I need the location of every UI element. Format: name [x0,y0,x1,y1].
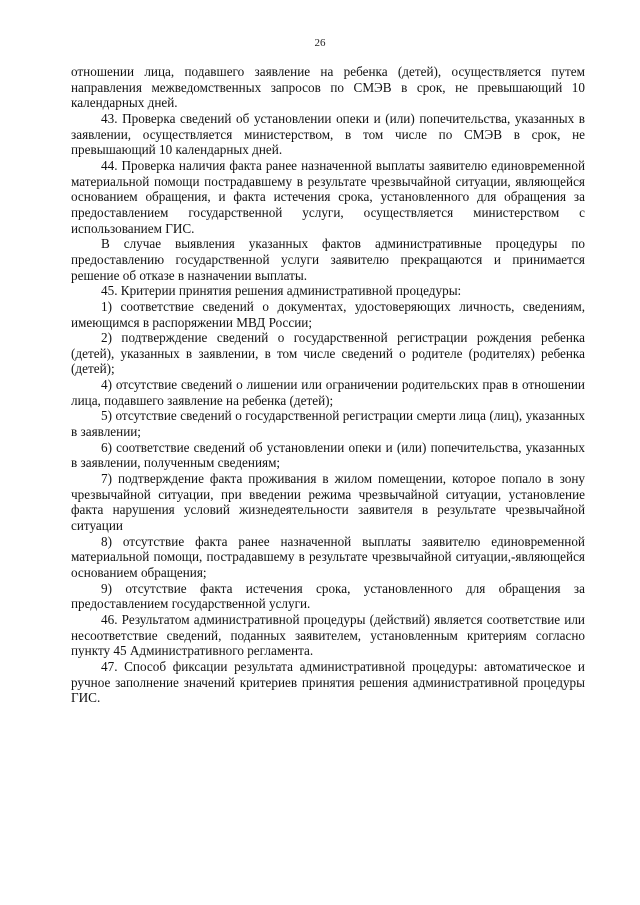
criterion-5: 5) отсутствие сведений о государственной регистрации смерти лица (лиц), указанных в заявлении; [71,408,585,440]
criterion-2: 2) подтверждение сведений о государственной регистрации рождения ребенка (детей), указанных в заявлении, в том числе сведений о родителе (родителях) ребенка (детей); [71,330,585,377]
paragraph-43: 43. Проверка сведений об установлении опеки и (или) попечительства, указанных в заявлении, осуществляется министерством, в том числе по СМЭВ в срок, не превышающий 10 календарных дней. [71,110,585,158]
criterion-8: 8) отсутствие факта ранее назначенной выплаты заявителю единовременной материальной помощи, пострадавшему в результате чрезвычайной ситуации,-являющейся основанием обращения; [71,533,585,580]
criterion-7: 7) подтверждение факта проживания в жилом помещении, которое попало в зону чрезвычайной ситуации, при введении режима чрезвычайной ситуации, установление факта нарушения условий жизнедеятельности заявителя в результате чрезвычайной ситуации [71,471,585,534]
paragraph-44-termination: В случае выявления указанных фактов административные процедуры по предоставлению государственной услуги заявителю прекращаются и принимается решение об отказе в назначении выплаты. [71,236,585,283]
paragraph-47: 47. Способ фиксации результата административной процедуры: автоматическое и ручное заполнение значений критериев принятия решения административной процедуры ГИС. [71,658,585,706]
criterion-4: 4) отсутствие сведений о лишении или ограничении родительских прав в отношении лица, подавшего заявление на ребенка (детей); [71,377,585,408]
paragraph-45-heading: 45. Критерии принятия решения административной процедуры: [101,283,462,299]
criterion-1: 1) соответствие сведений о документах, удостоверяющих личность, сведениям, имеющимся в распоряжении МВД России; [71,298,585,330]
criterion-9: 9) отсутствие факта истечения срока, установленного для обращения за предоставлением государственной услуги. [71,580,585,612]
page-number: 26 [314,37,326,49]
criterion-6: 6) соответствие сведений об установлении опеки и (или) попечительства, указанных в заявлении, полученным сведениям; [71,439,585,471]
paragraph-continuation: отношении лица, подавшего заявление на ребенка (детей), осуществляется путем направления межведомственных запросов по СМЭВ в срок, не превышающий 10 календарных дней. [71,64,585,111]
paragraph-44: 44. Проверка наличия факта ранее назначенной выплаты заявителю единовременной материальной помощи пострадавшему в результате чрезвычайной ситуации, являющейся основанием обращения, и факта истечения срока, установленного для обращения за предоставлением государственной услуги, осуществляется министерством с использованием ГИС. [71,157,585,236]
paragraph-46: 46. Результатом административной процедуры (действий) является соответствие или несоответствие сведений, поданных заявителем, установленным критериям согласно пункту 45 Административного регламента. [71,611,585,659]
document-body [71,64,585,706]
